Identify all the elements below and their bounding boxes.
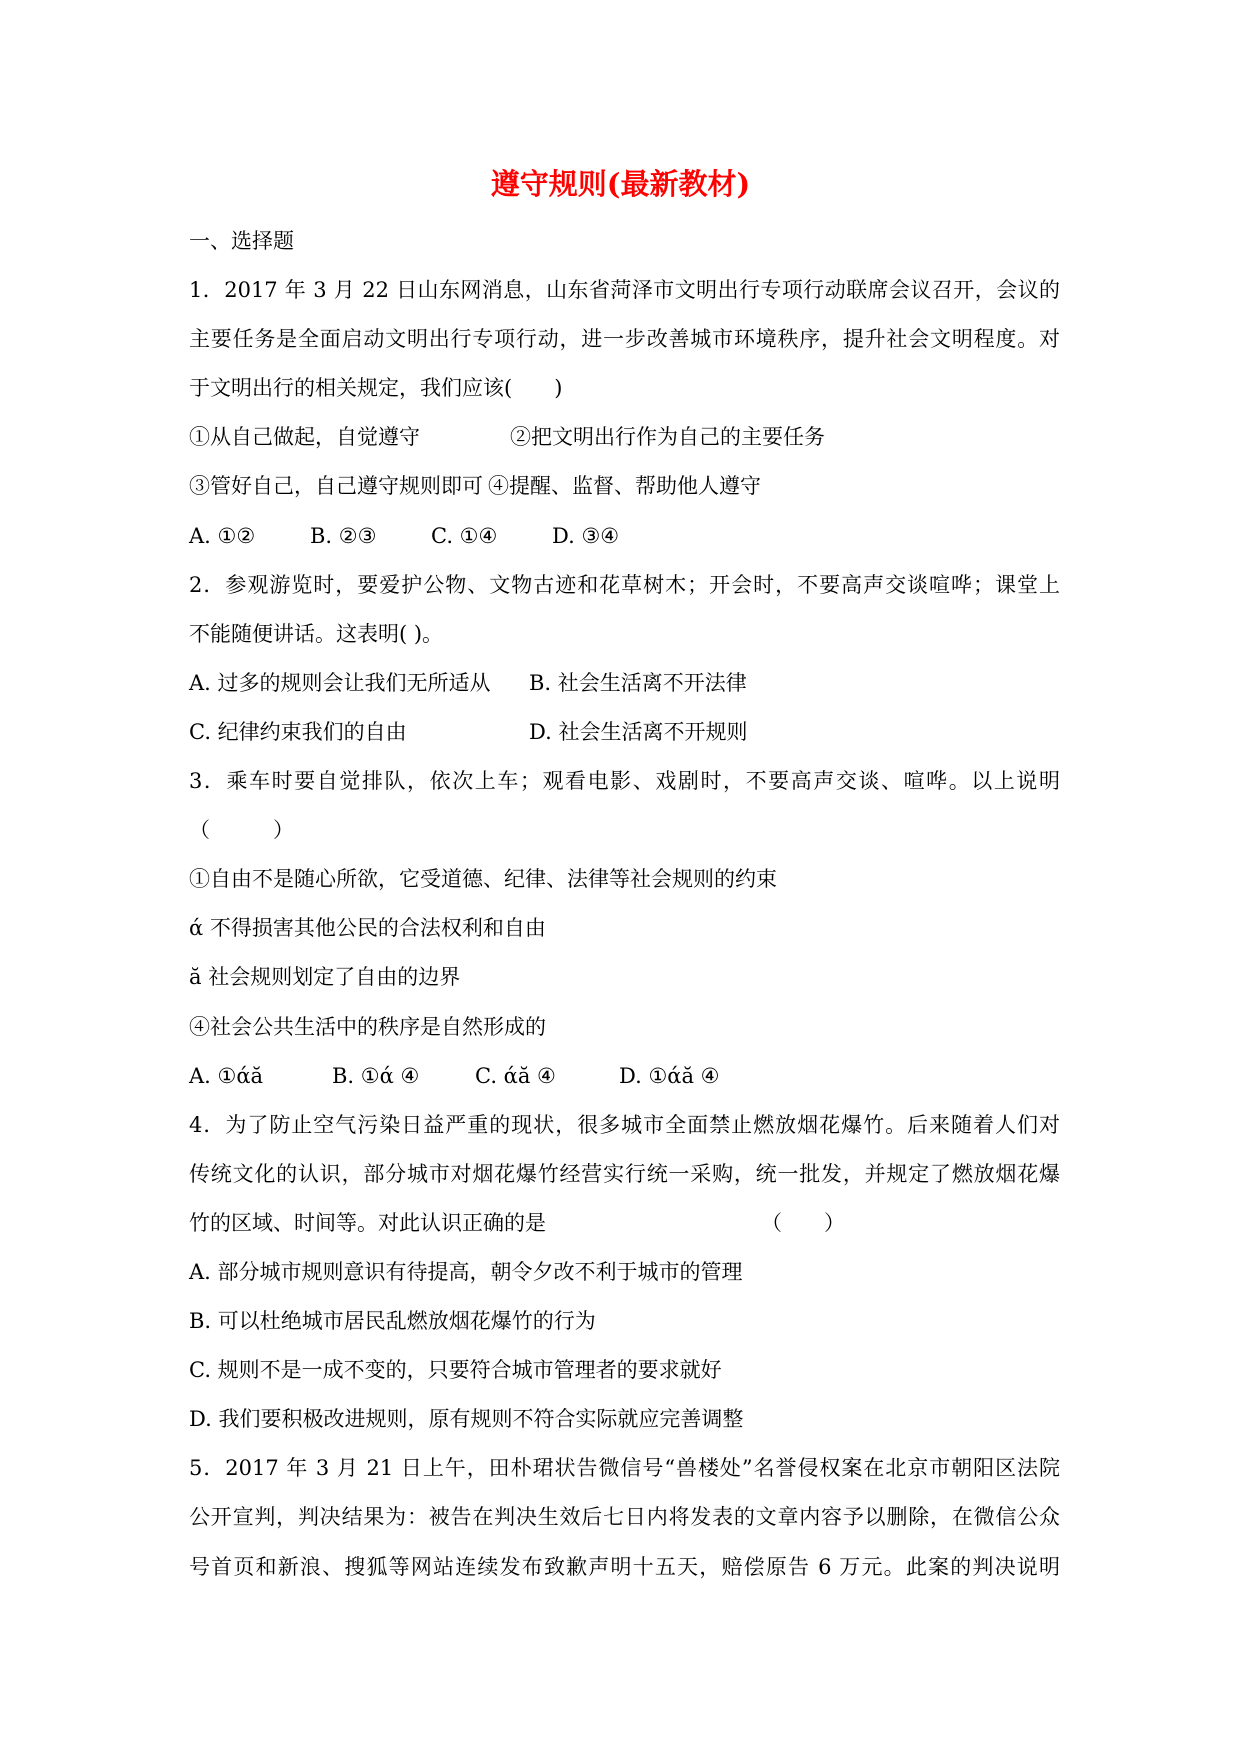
- section-heading: 一、选择题: [189, 229, 294, 253]
- question-stem-line: 号首页和新浪、搜狐等网站连续发布致歉声明十五天，赔偿原告 6 万元。此案的判决说明: [189, 1554, 1060, 1579]
- question-2: [189, 561, 1060, 757]
- option-b: B. ②③: [310, 523, 377, 548]
- option-c: C. 纪律约束我们的自由: [189, 719, 407, 744]
- option-a: A. 过多的规则会让我们无所适从: [189, 670, 491, 695]
- statement: ά 不得损害其他公民的合法权利和自由: [189, 916, 546, 941]
- question-4: [189, 1101, 1060, 1445]
- question-stem-line: 4．为了防止空气污染日益严重的现状，很多城市全面禁止燃放烟花爆竹。后来随着人们对: [189, 1112, 1060, 1137]
- option-d: D. ③④: [552, 523, 620, 548]
- question-stem-line: 不能随便讲话。这表明( )。: [189, 621, 444, 646]
- question-stem-line: 主要任务是全面启动文明出行专项行动，进一步改善城市环境秩序，提升社会文明程度。对: [189, 327, 1060, 352]
- question-stem-line: 传统文化的认识，部分城市对烟花爆竹经营实行统一采购，统一批发，并规定了燃放烟花爆: [189, 1161, 1060, 1186]
- statement-row: [189, 462, 1060, 511]
- question-stem-line: 公开宣判，判决结果为：被告在判决生效后七日内将发表的文章内容予以删除，在微信公众: [189, 1505, 1060, 1530]
- statement: ②把文明出行作为自己的主要任务: [510, 425, 825, 450]
- statement-row: [189, 413, 1060, 462]
- question-3: [189, 757, 1060, 1101]
- option-a: A. 部分城市规则意识有待提高，朝令夕改不利于城市的管理: [189, 1259, 743, 1284]
- option-a: A. ①②: [189, 523, 256, 548]
- question-5: [189, 1444, 1060, 1591]
- options-row: [189, 659, 1060, 708]
- options-row: [189, 708, 1060, 757]
- answer-blank: （ ）: [761, 1210, 845, 1235]
- options-row: [189, 512, 1060, 561]
- option-d: D. ①άă ④: [619, 1063, 720, 1088]
- question-stem-line: 竹的区域、时间等。对此认识正确的是: [189, 1210, 546, 1235]
- question-stem-line: 2．参观游览时，要爱护公物、文物古迹和花草树木；开会时，不要高声交谈喧哗；课堂上: [189, 572, 1060, 597]
- question-stem-line: 1．2017 年 3 月 22 日山东网消息，山东省菏泽市文明出行专项行动联席会议召开，会议的: [189, 278, 1060, 303]
- answer-blank: （ ）: [189, 818, 294, 843]
- question-stem-row: [189, 1199, 1060, 1248]
- option-c: C. άă ④: [475, 1063, 556, 1088]
- options-row: [189, 1052, 1060, 1101]
- statement: ①自由不是随心所欲，它受道德、纪律、法律等社会规则的约束: [189, 867, 777, 892]
- option-d: D. 社会生活离不开规则: [529, 719, 748, 744]
- option-b: B. 可以杜绝城市居民乱燃放烟花爆竹的行为: [189, 1309, 596, 1334]
- statement: ④提醒、监督、帮助他人遵守: [488, 474, 761, 499]
- document-title: 遵守规则(最新教材): [490, 167, 751, 201]
- question-stem-line: 3．乘车时要自觉排队，依次上车；观看电影、戏剧时，不要高声交谈、喧哗。以上说明: [189, 769, 1060, 794]
- option-c: C. ①④: [431, 523, 498, 548]
- question-stem-line: 5．2017 年 3 月 21 日上午，田朴珺状告微信号“兽楼处”名誉侵权案在北京市朝阳区法院: [189, 1456, 1060, 1481]
- statement: ③管好自己，自己遵守规则即可: [189, 474, 483, 499]
- document-body: [189, 217, 1060, 1592]
- statement: ă 社会规则划定了自由的边界: [189, 965, 461, 990]
- question-1: [189, 266, 1060, 561]
- option-a: A. ①άă: [189, 1063, 264, 1088]
- option-b: B. ①ά ④: [332, 1063, 420, 1088]
- option-b: B. 社会生活离不开法律: [529, 670, 747, 695]
- statement: ④社会公共生活中的秩序是自然形成的: [189, 1014, 546, 1039]
- option-d: D. 我们要积极改进规则，原有规则不符合实际就应完善调整: [189, 1407, 744, 1432]
- statement: ①从自己做起，自觉遵守: [189, 425, 420, 450]
- question-stem-line: 于文明出行的相关规定，我们应该( ): [189, 376, 563, 401]
- option-c: C. 规则不是一成不变的，只要符合城市管理者的要求就好: [189, 1358, 722, 1383]
